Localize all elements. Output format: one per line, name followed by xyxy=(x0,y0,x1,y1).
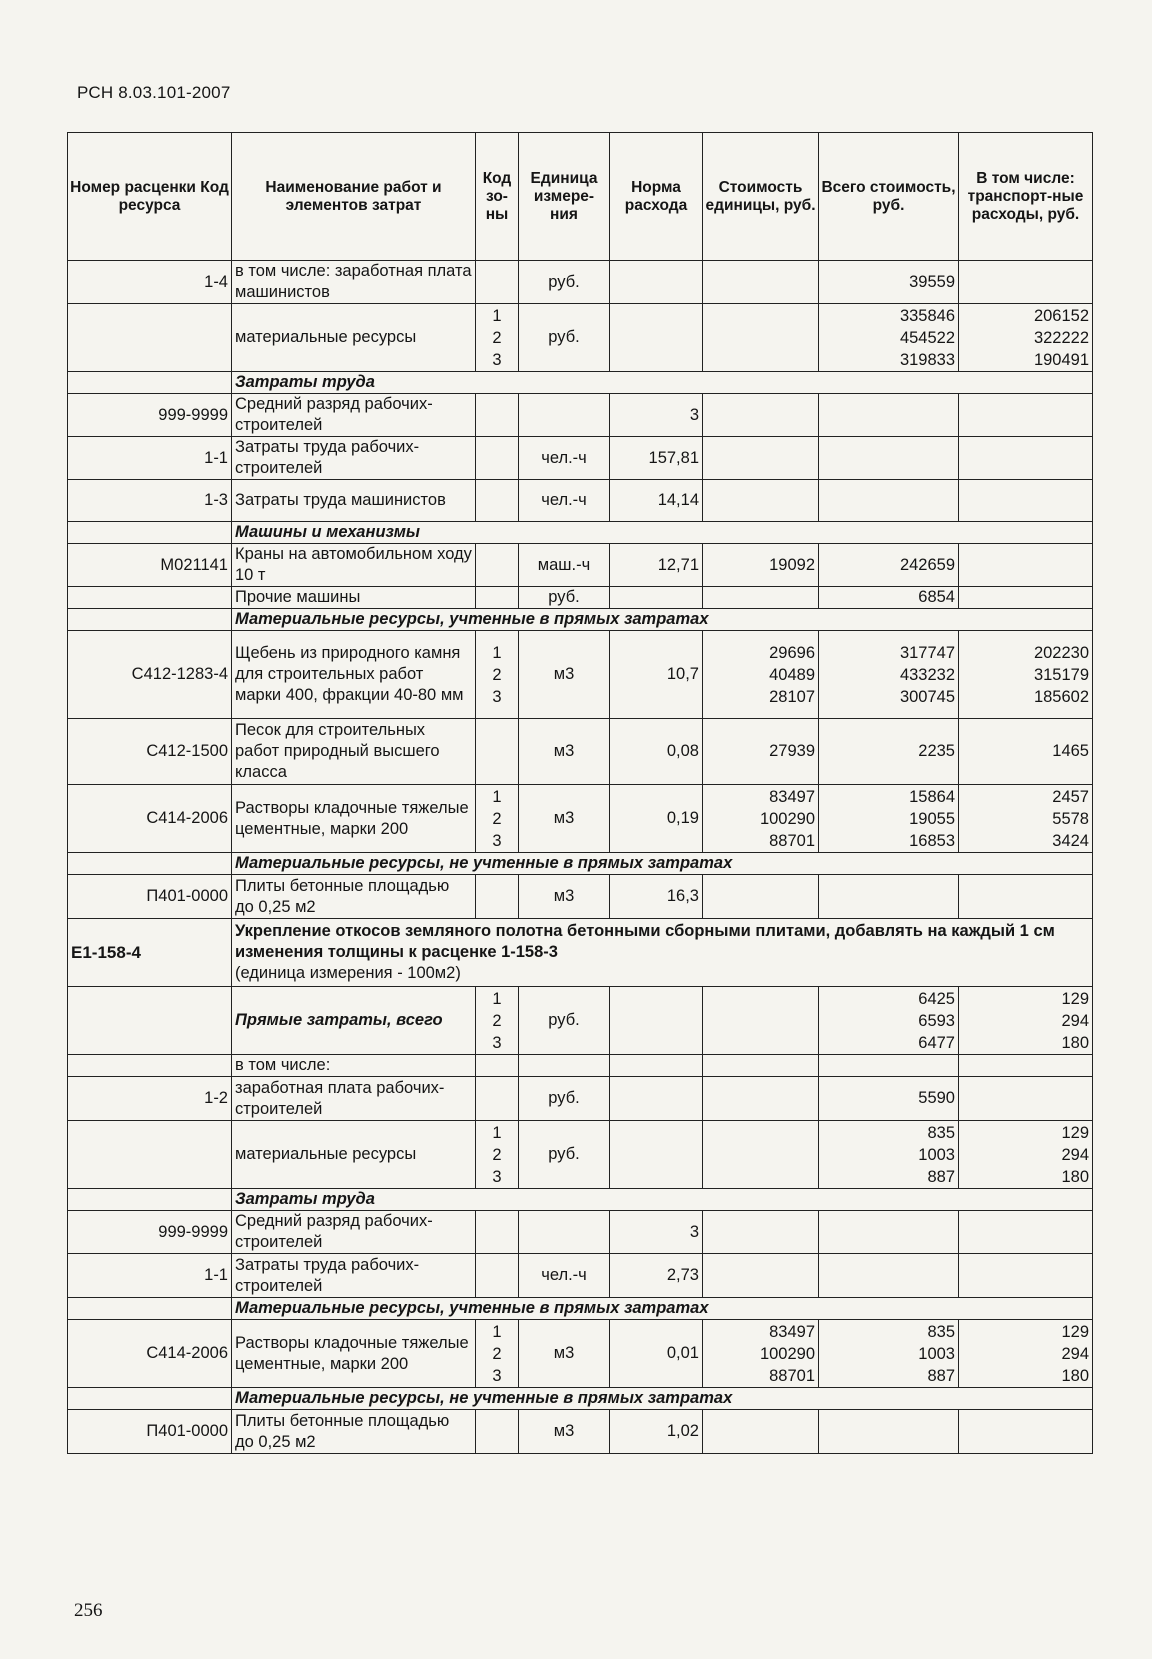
section-title: Материальные ресурсы, не учтенные в прямых затратах xyxy=(232,853,1093,875)
table-row xyxy=(68,1077,1093,1121)
norm-cell xyxy=(610,1121,703,1189)
table-row xyxy=(68,1121,1093,1189)
norm-cell xyxy=(610,1055,703,1077)
table-row xyxy=(68,1320,1093,1388)
total-cost-cell xyxy=(819,987,959,1055)
zone-cell xyxy=(476,719,519,785)
section-row xyxy=(68,853,1093,875)
resource-code-cell xyxy=(68,587,232,609)
resource-code-cell xyxy=(68,987,232,1055)
unit-price-cell xyxy=(703,437,819,480)
resource-code-cell xyxy=(68,522,232,544)
resource-code-cell: 999-9999 xyxy=(68,394,232,437)
unit-cell: руб. xyxy=(519,987,610,1055)
zone-line: 1 xyxy=(492,1123,502,1142)
price-line: 88701 xyxy=(769,831,815,850)
section-row xyxy=(68,372,1093,394)
total-line: 1003 xyxy=(918,1344,955,1363)
zone-cell xyxy=(476,1211,519,1254)
norm-cell: 0,08 xyxy=(610,719,703,785)
unit-cell: чел.-ч xyxy=(519,437,610,480)
section-title: Затраты труда xyxy=(232,1189,1093,1211)
table-row xyxy=(68,875,1093,919)
unit-price-cell xyxy=(703,875,819,919)
unit-price-cell xyxy=(703,261,819,304)
total-cost-cell xyxy=(819,437,959,480)
resource-code-cell: 1-1 xyxy=(68,437,232,480)
table-row xyxy=(68,394,1093,437)
total-line: 16853 xyxy=(909,831,955,850)
zone-line: 1 xyxy=(492,787,502,806)
col-header-name: Наименование работ и элементов затрат xyxy=(232,133,476,261)
zone-line: 2 xyxy=(492,665,502,684)
price-line: 28107 xyxy=(769,687,815,706)
zone-line: 2 xyxy=(492,328,502,347)
col-header-unit: Единица измере-ния xyxy=(519,133,610,261)
transport-line: 315179 xyxy=(1033,665,1089,684)
transport-line: 129 xyxy=(1061,989,1089,1008)
total-cost-cell xyxy=(819,1211,959,1254)
transport-cost-cell xyxy=(959,587,1093,609)
total-cost-cell: 242659 xyxy=(819,544,959,587)
zone-cell xyxy=(476,1077,519,1121)
rate-title xyxy=(232,919,1093,987)
unit-cell: м3 xyxy=(519,1320,610,1388)
table-header-row xyxy=(68,133,1093,261)
resource-code-cell xyxy=(68,1189,232,1211)
rate-heading-row xyxy=(68,919,1093,987)
zone-cell xyxy=(476,437,519,480)
col-header-unit-price: Стоимость единицы, руб. xyxy=(703,133,819,261)
transport-line: 294 xyxy=(1061,1344,1089,1363)
resource-code-cell: М021141 xyxy=(68,544,232,587)
work-name-cell: Прямые затраты, всего xyxy=(232,987,476,1055)
work-name-cell: Плиты бетонные площадью до 0,25 м2 xyxy=(232,1410,476,1454)
section-row xyxy=(68,522,1093,544)
resource-code-cell: 1-2 xyxy=(68,1077,232,1121)
norm-cell xyxy=(610,304,703,372)
unit-price-cell xyxy=(703,631,819,719)
unit-cell: м3 xyxy=(519,719,610,785)
total-line: 835 xyxy=(927,1123,955,1142)
rate-unit-note: (единица измерения - 100м2) xyxy=(235,964,461,982)
zone-cell xyxy=(476,587,519,609)
unit-price-cell xyxy=(703,1077,819,1121)
work-name-cell: заработная плата рабочих-строителей xyxy=(232,1077,476,1121)
unit-cell: руб. xyxy=(519,1077,610,1121)
table-row xyxy=(68,719,1093,785)
zone-cell xyxy=(476,544,519,587)
transport-line: 180 xyxy=(1061,1033,1089,1052)
page-number: 256 xyxy=(74,1600,103,1621)
resource-code-cell: 1-1 xyxy=(68,1254,232,1298)
total-cost-cell xyxy=(819,1121,959,1189)
transport-cost-cell xyxy=(959,875,1093,919)
transport-cost-cell xyxy=(959,304,1093,372)
resource-code-cell: С414-2006 xyxy=(68,1320,232,1388)
norm-cell: 3 xyxy=(610,1211,703,1254)
transport-line: 206152 xyxy=(1033,306,1089,325)
transport-line: 185602 xyxy=(1033,687,1089,706)
unit-cell: м3 xyxy=(519,785,610,853)
zone-line: 3 xyxy=(492,831,502,850)
work-name-cell: Растворы кладочные тяжелые цементные, марки 200 xyxy=(232,785,476,853)
zone-line: 3 xyxy=(492,1366,502,1385)
col-header-zone: Код зо-ны xyxy=(476,133,519,261)
resource-code-cell: П401-0000 xyxy=(68,875,232,919)
zone-line: 2 xyxy=(492,1011,502,1030)
zone-cell xyxy=(476,1055,519,1077)
resource-code-cell: С414-2006 xyxy=(68,785,232,853)
work-name-cell: Средний разряд рабочих-строителей xyxy=(232,394,476,437)
transport-cost-cell xyxy=(959,631,1093,719)
transport-line: 129 xyxy=(1061,1322,1089,1341)
total-line: 335846 xyxy=(899,306,955,325)
work-name-cell: Средний разряд рабочих-строителей xyxy=(232,1211,476,1254)
total-cost-cell: 2235 xyxy=(819,719,959,785)
norm-cell: 2,73 xyxy=(610,1254,703,1298)
work-name-cell: материальные ресурсы xyxy=(232,1121,476,1189)
zone-cell xyxy=(476,1410,519,1454)
unit-price-cell xyxy=(703,394,819,437)
transport-cost-cell xyxy=(959,437,1093,480)
unit-cell: руб. xyxy=(519,587,610,609)
zone-line: 3 xyxy=(492,1033,502,1052)
transport-cost-cell xyxy=(959,987,1093,1055)
section-row xyxy=(68,609,1093,631)
resource-code-cell: 1-4 xyxy=(68,261,232,304)
resource-code-cell xyxy=(68,1121,232,1189)
table-row xyxy=(68,587,1093,609)
page-header: РСН 8.03.101-2007 xyxy=(77,83,231,102)
transport-line: 202230 xyxy=(1033,643,1089,662)
transport-cost-cell xyxy=(959,1121,1093,1189)
total-line: 887 xyxy=(927,1167,955,1186)
table-row xyxy=(68,261,1093,304)
unit-cell: м3 xyxy=(519,875,610,919)
total-line: 15864 xyxy=(909,787,955,806)
table-row xyxy=(68,1055,1093,1077)
work-name-cell: в том числе: xyxy=(232,1055,476,1077)
resource-code-cell xyxy=(68,372,232,394)
col-header-total: Всего стоимость, руб. xyxy=(819,133,959,261)
total-line: 835 xyxy=(927,1322,955,1341)
work-name-cell: Затраты труда рабочих-строителей xyxy=(232,437,476,480)
transport-line: 190491 xyxy=(1033,350,1089,369)
transport-cost-cell xyxy=(959,1410,1093,1454)
work-name-cell: Песок для строительных работ природный высшего класса xyxy=(232,719,476,785)
total-line: 300745 xyxy=(899,687,955,706)
unit-price-cell xyxy=(703,1055,819,1077)
price-line: 100290 xyxy=(759,809,815,828)
rates-table xyxy=(67,132,1093,1454)
transport-cost-cell xyxy=(959,1320,1093,1388)
resource-code-cell: С412-1500 xyxy=(68,719,232,785)
total-line: 6477 xyxy=(918,1033,955,1052)
total-cost-cell xyxy=(819,1254,959,1298)
resource-code-cell xyxy=(68,304,232,372)
zone-line: 2 xyxy=(492,1344,502,1363)
total-cost-cell xyxy=(819,1410,959,1454)
unit-cell xyxy=(519,1055,610,1077)
section-title: Затраты труда xyxy=(232,372,1093,394)
table-row xyxy=(68,1254,1093,1298)
table-row xyxy=(68,304,1093,372)
transport-line: 294 xyxy=(1061,1011,1089,1030)
unit-cell: м3 xyxy=(519,1410,610,1454)
table-row xyxy=(68,987,1093,1055)
unit-price-cell xyxy=(703,785,819,853)
section-title: Материальные ресурсы, учтенные в прямых затратах xyxy=(232,1298,1093,1320)
zone-cell xyxy=(476,987,519,1055)
total-cost-cell xyxy=(819,304,959,372)
work-name-cell: материальные ресурсы xyxy=(232,304,476,372)
table-row xyxy=(68,437,1093,480)
unit-cell: чел.-ч xyxy=(519,1254,610,1298)
transport-cost-cell xyxy=(959,1055,1093,1077)
total-cost-cell xyxy=(819,1055,959,1077)
total-line: 6593 xyxy=(918,1011,955,1030)
transport-cost-cell xyxy=(959,1254,1093,1298)
norm-cell: 16,3 xyxy=(610,875,703,919)
resource-code-cell xyxy=(68,609,232,631)
norm-cell: 0,19 xyxy=(610,785,703,853)
work-name-cell: Краны на автомобильном ходу 10 т xyxy=(232,544,476,587)
col-header-norm: Норма расхода xyxy=(610,133,703,261)
zone-line: 1 xyxy=(492,643,502,662)
transport-cost-cell: 1465 xyxy=(959,719,1093,785)
section-row xyxy=(68,1189,1093,1211)
norm-cell: 3 xyxy=(610,394,703,437)
norm-cell xyxy=(610,587,703,609)
transport-line: 3424 xyxy=(1052,831,1089,850)
unit-cell: м3 xyxy=(519,631,610,719)
transport-line: 5578 xyxy=(1052,809,1089,828)
zone-line: 3 xyxy=(492,350,502,369)
norm-cell: 10,7 xyxy=(610,631,703,719)
unit-price-cell xyxy=(703,480,819,522)
total-line: 19055 xyxy=(909,809,955,828)
unit-cell: руб. xyxy=(519,261,610,304)
table-row xyxy=(68,544,1093,587)
rate-title-bold: Укрепление откосов земляного полотна бетонными сборными плитами, добавлять на каждый 1 см изменения толщины к расценке 1-158-3 xyxy=(235,922,1055,961)
transport-cost-cell xyxy=(959,785,1093,853)
norm-cell xyxy=(610,1077,703,1121)
rate-number: Е1-158-4 xyxy=(68,919,232,987)
table-row xyxy=(68,1410,1093,1454)
zone-cell xyxy=(476,304,519,372)
transport-line: 2457 xyxy=(1052,787,1089,806)
total-line: 317747 xyxy=(899,643,955,662)
unit-price-cell xyxy=(703,987,819,1055)
unit-cell: чел.-ч xyxy=(519,480,610,522)
zone-line: 1 xyxy=(492,1322,502,1341)
col-header-code: Номер расценки Код ресурса xyxy=(68,133,232,261)
unit-cell: маш.-ч xyxy=(519,544,610,587)
resource-code-cell: П401-0000 xyxy=(68,1410,232,1454)
unit-price-cell xyxy=(703,587,819,609)
price-line: 40489 xyxy=(769,665,815,684)
resource-code-cell xyxy=(68,1388,232,1410)
norm-cell: 14,14 xyxy=(610,480,703,522)
work-name-cell: Растворы кладочные тяжелые цементные, марки 200 xyxy=(232,1320,476,1388)
zone-line: 3 xyxy=(492,687,502,706)
table-row xyxy=(68,631,1093,719)
unit-cell xyxy=(519,1211,610,1254)
unit-price-cell xyxy=(703,1121,819,1189)
total-line: 433232 xyxy=(899,665,955,684)
total-cost-cell: 5590 xyxy=(819,1077,959,1121)
unit-price-cell xyxy=(703,1211,819,1254)
unit-cell xyxy=(519,394,610,437)
transport-line: 180 xyxy=(1061,1366,1089,1385)
zone-line: 1 xyxy=(492,306,502,325)
section-row xyxy=(68,1298,1093,1320)
table-row xyxy=(68,785,1093,853)
work-name-cell: Щебень из природного камня для строительных работ марки 400, фракции 40-80 мм xyxy=(232,631,476,719)
zone-line: 2 xyxy=(492,809,502,828)
unit-price-cell xyxy=(703,1254,819,1298)
zone-cell xyxy=(476,1320,519,1388)
unit-price-cell: 19092 xyxy=(703,544,819,587)
zone-line: 3 xyxy=(492,1167,502,1186)
total-cost-cell xyxy=(819,1320,959,1388)
zone-cell xyxy=(476,394,519,437)
unit-cell: руб. xyxy=(519,1121,610,1189)
col-header-transport: В том числе: транспорт-ные расходы, руб. xyxy=(959,133,1093,261)
section-row xyxy=(68,1388,1093,1410)
unit-cell: руб. xyxy=(519,304,610,372)
price-line: 83497 xyxy=(769,787,815,806)
norm-cell: 1,02 xyxy=(610,1410,703,1454)
zone-cell xyxy=(476,875,519,919)
work-name-cell: Затраты труда рабочих-строителей xyxy=(232,1254,476,1298)
total-line: 887 xyxy=(927,1366,955,1385)
total-cost-cell xyxy=(819,785,959,853)
resource-code-cell xyxy=(68,853,232,875)
total-cost-cell xyxy=(819,875,959,919)
zone-cell xyxy=(476,261,519,304)
work-name-cell: Плиты бетонные площадью до 0,25 м2 xyxy=(232,875,476,919)
section-title: Материальные ресурсы, учтенные в прямых затратах xyxy=(232,609,1093,631)
resource-code-cell xyxy=(68,1298,232,1320)
table-row xyxy=(68,480,1093,522)
norm-cell xyxy=(610,261,703,304)
total-line: 1003 xyxy=(918,1145,955,1164)
price-line: 88701 xyxy=(769,1366,815,1385)
work-name-cell: в том числе: заработная плата машинистов xyxy=(232,261,476,304)
total-cost-cell xyxy=(819,394,959,437)
resource-code-cell: 1-3 xyxy=(68,480,232,522)
total-cost-cell: 39559 xyxy=(819,261,959,304)
total-line: 454522 xyxy=(899,328,955,347)
total-cost-cell xyxy=(819,480,959,522)
norm-cell xyxy=(610,987,703,1055)
zone-line: 2 xyxy=(492,1145,502,1164)
norm-cell: 12,71 xyxy=(610,544,703,587)
transport-cost-cell xyxy=(959,1077,1093,1121)
total-line: 319833 xyxy=(899,350,955,369)
section-title: Машины и механизмы xyxy=(232,522,1093,544)
total-cost-cell: 6854 xyxy=(819,587,959,609)
transport-cost-cell xyxy=(959,544,1093,587)
resource-code-cell: 999-9999 xyxy=(68,1211,232,1254)
zone-cell xyxy=(476,1121,519,1189)
resource-code-cell: С412-1283-4 xyxy=(68,631,232,719)
price-line: 29696 xyxy=(769,643,815,662)
transport-line: 180 xyxy=(1061,1167,1089,1186)
zone-line: 1 xyxy=(492,989,502,1008)
work-name-cell: Затраты труда машинистов xyxy=(232,480,476,522)
transport-cost-cell xyxy=(959,261,1093,304)
norm-cell: 157,81 xyxy=(610,437,703,480)
unit-price-cell: 27939 xyxy=(703,719,819,785)
transport-line: 129 xyxy=(1061,1123,1089,1142)
resource-code-cell xyxy=(68,1055,232,1077)
total-line: 6425 xyxy=(918,989,955,1008)
zone-cell xyxy=(476,1254,519,1298)
transport-cost-cell xyxy=(959,480,1093,522)
table-row xyxy=(68,1211,1093,1254)
unit-price-cell xyxy=(703,1410,819,1454)
unit-price-cell xyxy=(703,304,819,372)
price-line: 100290 xyxy=(759,1344,815,1363)
section-title: Материальные ресурсы, не учтенные в прямых затратах xyxy=(232,1388,1093,1410)
transport-cost-cell xyxy=(959,1211,1093,1254)
transport-cost-cell xyxy=(959,394,1093,437)
transport-line: 322222 xyxy=(1033,328,1089,347)
work-name-cell: Прочие машины xyxy=(232,587,476,609)
unit-price-cell xyxy=(703,1320,819,1388)
zone-cell xyxy=(476,785,519,853)
transport-line: 294 xyxy=(1061,1145,1089,1164)
norm-cell: 0,01 xyxy=(610,1320,703,1388)
price-line: 83497 xyxy=(769,1322,815,1341)
total-cost-cell xyxy=(819,631,959,719)
zone-cell xyxy=(476,480,519,522)
zone-cell xyxy=(476,631,519,719)
